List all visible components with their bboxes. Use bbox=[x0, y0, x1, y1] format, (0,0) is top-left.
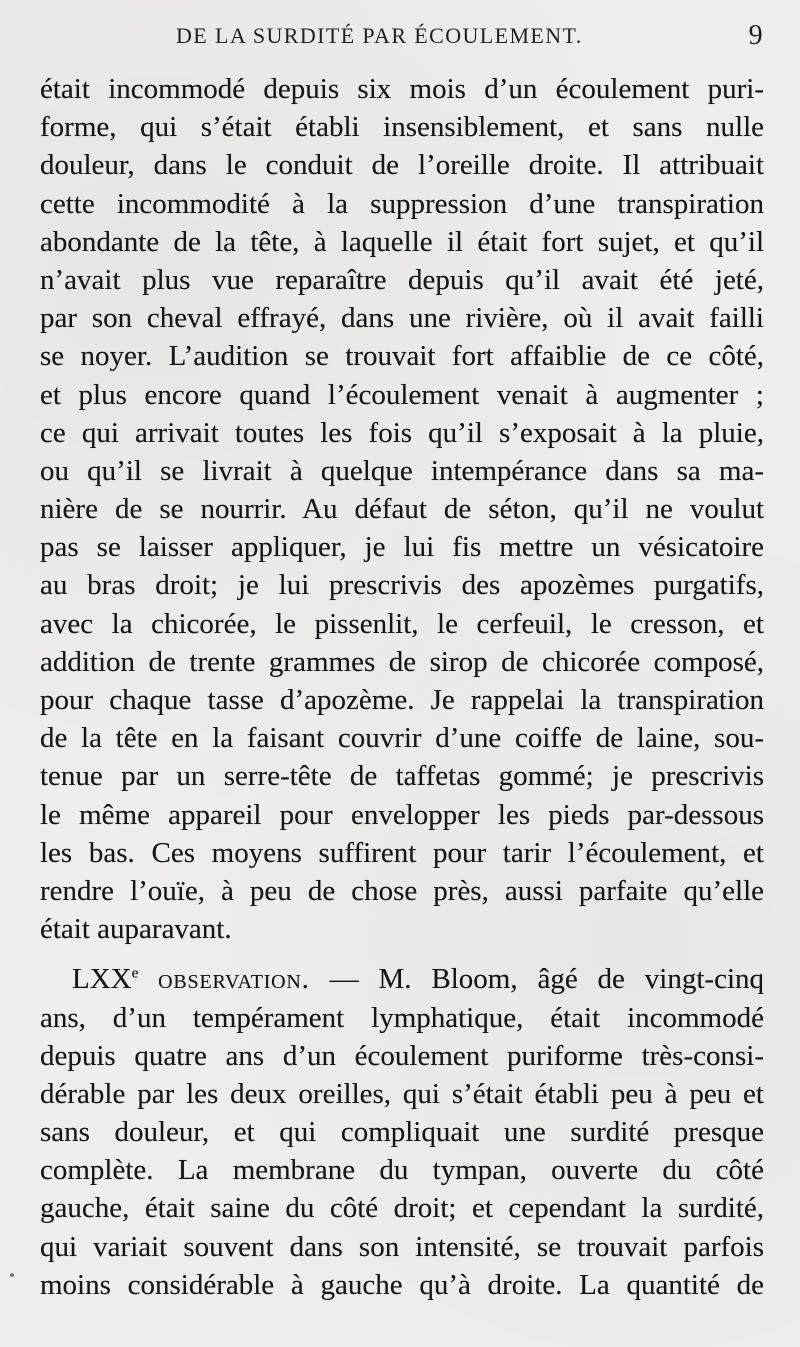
text-line: et plus encore quand l’écoulement venait à augmenter ; bbox=[40, 378, 764, 411]
text-line: moins considérable à gauche qu’à droite. La quantité de bbox=[40, 1268, 764, 1301]
text-line: cette incommodité à la suppression d’une transpiration bbox=[40, 187, 764, 220]
observation-label: observation. bbox=[158, 963, 310, 996]
text-line: avec la chicorée, le pissenlit, le cerfeuil, le cresson, et bbox=[40, 607, 764, 640]
text-line: nière de se nourrir. Au défaut de séton, qu’il ne voulut bbox=[40, 493, 764, 526]
text-line: depuis quatre ans d’un écoulement puriforme très-consi- bbox=[40, 1039, 764, 1072]
text-line: addition de trente grammes de sirop de chicorée composé, bbox=[40, 645, 764, 678]
text-line: qui variait souvent dans son intensité, se trouvait parfois bbox=[40, 1230, 764, 1263]
text-line: abondante de la tête, à laquelle il était fort sujet, et qu’il bbox=[40, 225, 764, 258]
text-line: gauche, était saine du côté droit; et cependant la surdité, bbox=[40, 1192, 764, 1225]
text-line: ou qu’il se livrait à quelque intempérance dans sa ma- bbox=[40, 454, 764, 487]
text-line: tenue par un serre-tête de taffetas gommé; je prescrivis bbox=[40, 760, 764, 793]
text-line: n’avait plus vue reparaître depuis qu’il avait été jeté, bbox=[40, 263, 764, 296]
running-title: DE LA SURDITÉ PAR ÉCOULEMENT. bbox=[176, 23, 583, 48]
text-line: dérable par les deux oreilles, qui s’était établi peu à peu et bbox=[40, 1077, 764, 1110]
text-line: se noyer. L’audition se trouvait fort affaiblie de ce côté, bbox=[40, 340, 764, 373]
running-head bbox=[176, 20, 764, 53]
observation-number-suffix: e bbox=[131, 965, 139, 982]
page-number: 9 bbox=[748, 20, 764, 51]
text-line: pas se laisser appliquer, je lui fis mettre un vésicatoire bbox=[40, 531, 764, 564]
text-line: était incommodé depuis six mois d’un écoulement puri- bbox=[40, 73, 764, 105]
text-line: au bras droit; je lui prescrivis des apozèmes purgatifs, bbox=[40, 569, 764, 602]
body-text bbox=[40, 70, 764, 1304]
text-line: par son cheval effrayé, dans une rivière, où il avait failli bbox=[40, 302, 764, 335]
margin-speck bbox=[10, 1273, 14, 1277]
paragraph-1 bbox=[40, 70, 764, 948]
text-line: pour chaque tasse d’apozème. Je rappelai la transpiration bbox=[40, 684, 764, 716]
observation-number: LXX bbox=[72, 963, 132, 996]
text-line: douleur, dans le conduit de l’oreille droite. Il attribuait bbox=[40, 149, 764, 182]
text-line: était auparavant. bbox=[40, 913, 232, 946]
text-line: rendre l’ouïe, à peu de chose près, aussi parfaite qu’elle bbox=[40, 874, 764, 907]
paragraph-2 bbox=[40, 960, 764, 1304]
observation-heading-line bbox=[40, 960, 764, 998]
text-line: ce qui arrivait toutes les fois qu’il s’exposait à la pluie, bbox=[40, 416, 764, 449]
text-line: forme, qui s’était établi insensiblement, et sans nulle bbox=[40, 111, 764, 144]
text-line: ans, d’un tempérament lymphatique, était incommodé bbox=[40, 1001, 764, 1034]
text-line: de la tête en la faisant couvrir d’une coiffe de laine, sou- bbox=[40, 722, 764, 755]
text-line: sans douleur, et qui compliquait une surdité presque bbox=[40, 1116, 764, 1149]
text-line: complète. La membrane du tympan, ouverte du côté bbox=[40, 1154, 764, 1187]
text-line: les bas. Ces moyens suffirent pour tarir l’écoulement, et bbox=[40, 836, 764, 869]
paragraph-gap bbox=[40, 948, 764, 960]
observation-heading-text: — M. Bloom, âgé de vingt-cinq bbox=[309, 963, 765, 996]
text-line: le même appareil pour envelopper les pieds par-dessous bbox=[40, 798, 764, 831]
